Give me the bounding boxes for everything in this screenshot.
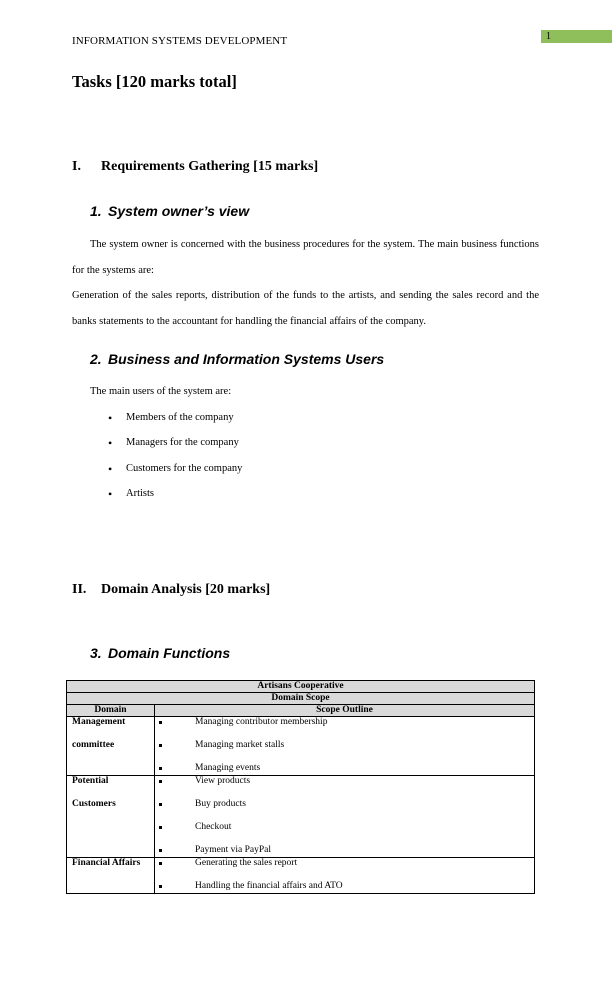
system-owner-paragraph: The system owner is concerned with the business procedures for the system. The main business functions for the systems are: — [72, 239, 539, 276]
domain-name: Management — [72, 717, 126, 727]
table-row — [67, 717, 535, 776]
domain-name: Financial Affairs — [72, 858, 141, 868]
section-heading-requirements — [72, 159, 318, 175]
column-header-domain: Domain — [67, 705, 155, 717]
list-item: • Artists — [108, 485, 242, 510]
domain-name-continued: Customers — [72, 799, 116, 809]
table-subtitle: Domain Scope — [67, 693, 535, 705]
domain-name: Potential — [72, 776, 109, 786]
subheading-users — [90, 351, 384, 367]
scope-item: View products — [155, 776, 534, 799]
subheading-title: Business and Information Systems Users — [108, 351, 385, 367]
scope-cell — [155, 858, 535, 894]
scope-item: Managing contributor membership — [155, 717, 534, 740]
section-title: Requirements Gathering [15 marks] — [101, 159, 319, 174]
section-title: Domain Analysis [20 marks] — [101, 582, 271, 597]
users-intro: The main users of the system are: — [90, 386, 232, 397]
table-row — [67, 776, 535, 858]
page-title: Tasks [120 marks total] — [72, 72, 237, 91]
section-numeral: I. — [72, 159, 81, 174]
scope-cell — [155, 776, 535, 858]
list-item: • Customers for the company — [108, 460, 242, 485]
domain-name-continued: committee — [72, 740, 115, 750]
page-number: 1 — [541, 30, 612, 43]
subheading-title: Domain Functions — [108, 645, 231, 661]
table-row — [67, 858, 535, 894]
subheading-number: 3. — [90, 645, 102, 661]
scope-item: Handling the financial affairs and ATO — [155, 881, 534, 893]
scope-item: Payment via PayPal — [155, 845, 534, 857]
subheading-number: 2. — [90, 351, 102, 367]
domain-cell — [67, 717, 155, 776]
scope-item: Checkout — [155, 822, 534, 845]
business-functions-paragraph: Generation of the sales reports, distribution of the funds to the artists, and sending the sales record and the banks statements to the accountant for handling the financial affairs of the company. — [72, 290, 539, 327]
column-header-scope: Scope Outline — [155, 705, 535, 717]
users-list — [108, 409, 242, 510]
scope-item: Managing events — [155, 763, 534, 775]
section-numeral: II. — [72, 582, 87, 597]
domain-cell — [67, 776, 155, 858]
subheading-number: 1. — [90, 203, 102, 219]
scope-cell — [155, 717, 535, 776]
section-heading-domain-analysis — [72, 582, 270, 598]
running-header: INFORMATION SYSTEMS DEVELOPMENT — [72, 35, 288, 47]
subheading-domain-functions — [90, 645, 230, 661]
list-item: • Managers for the company — [108, 434, 242, 459]
scope-item: Generating the sales report — [155, 858, 534, 881]
subheading-system-owner — [90, 203, 249, 219]
scope-item: Managing market stalls — [155, 740, 534, 763]
table-title: Artisans Cooperative — [67, 681, 535, 693]
domain-scope-table — [66, 680, 535, 894]
list-item: • Members of the company — [108, 409, 242, 434]
scope-item: Buy products — [155, 799, 534, 822]
subheading-title: System owner’s view — [108, 203, 250, 219]
domain-cell — [67, 858, 155, 894]
